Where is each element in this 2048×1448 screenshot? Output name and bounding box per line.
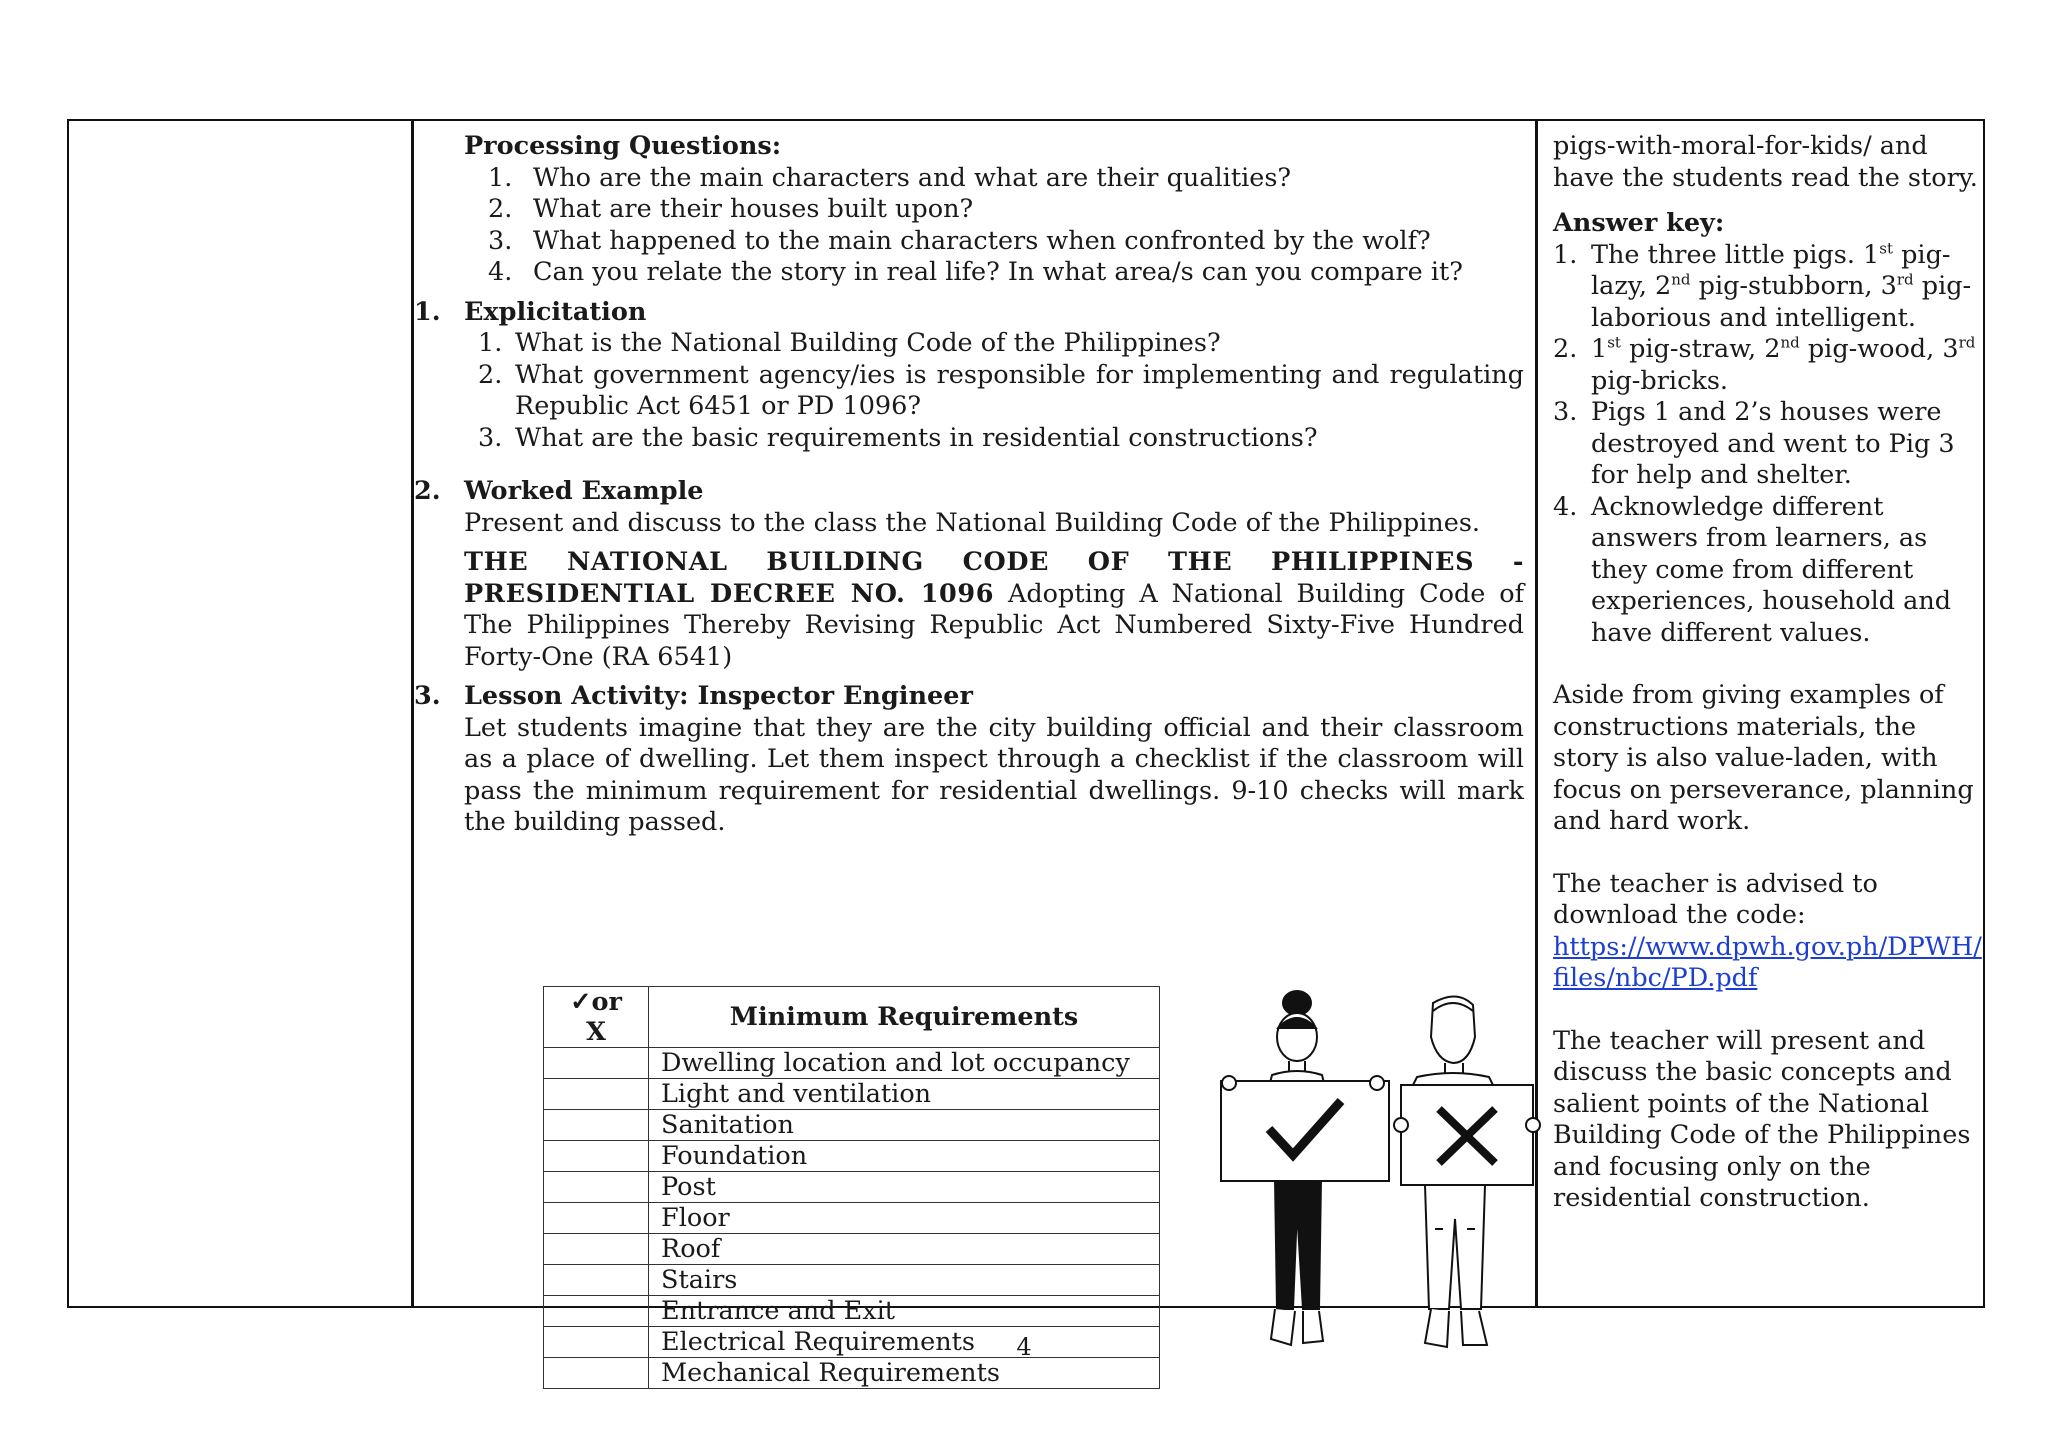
present-paragraph: The teacher will present and discuss the basic concepts and salient points of the National Building Code of the Philippines and focusing only on the residential construction. <box>1553 1025 1971 1213</box>
worked-example-section: 2. Worked Example Present and discuss to the class the National Building Code of the Philippines. THE NATIONAL BUILDING CODE OF THE PHILIPPINES - PRESIDENTIAL DECREE NO. 1096 Adopting A National Building Code of The Philippines Thereby Revising Republic Act Numbered Sixty-Five Hundred Forty-One (RA 6541) <box>414 476 1525 672</box>
check-cell[interactable] <box>544 1234 649 1265</box>
explicitation-item: 1. What is the National Building Code of the Philippines? <box>478 328 1221 358</box>
answer-item: 4. Acknowledge different answers from learners, as they come from different experiences, household and have different values. <box>1553 491 1952 648</box>
table-row: Floor <box>544 1203 1160 1234</box>
check-cell[interactable] <box>544 1110 649 1141</box>
lesson-activity-heading: Lesson Activity: Inspector Engineer <box>464 681 973 711</box>
answer-key-list <box>1553 240 1983 650</box>
check-cell[interactable] <box>544 1141 649 1172</box>
requirements-checklist <box>543 986 1160 1389</box>
procedure-column <box>414 131 1524 839</box>
check-cell[interactable] <box>544 1203 649 1234</box>
processing-question: 4. Can you relate the story in real life? In what area/s can you compare it? <box>488 257 1463 287</box>
table-row: Entrance and Exit <box>544 1296 1160 1327</box>
processing-question: 2. What are their houses built upon? <box>488 194 974 224</box>
check-cell[interactable] <box>544 1296 649 1327</box>
table-row: Dwelling location and lot occupancy <box>544 1048 1160 1079</box>
lesson-plan-table <box>67 119 1985 1388</box>
requirements-column-header: Minimum Requirements <box>649 987 1160 1048</box>
check-and-x-signs-illustration <box>1217 989 1547 1359</box>
worked-example-heading: Worked Example <box>464 476 704 506</box>
lesson-activity-body: Let students imagine that they are the city building official and their classroom as a place of dwelling. Let them inspect through a checklist if the classroom will pass the minimum requirement for residential dwellings. 9-10 checks will mark the building passed. <box>464 712 1524 837</box>
notes-column <box>1553 131 1983 1215</box>
table-row: Sanitation <box>544 1110 1160 1141</box>
answer-item: 1. The three little pigs. 1st pig-lazy, 2nd pig-stubborn, 3rd pig-laborious and intelligent. <box>1553 239 1972 333</box>
lesson-activity-section: 3. Lesson Activity: Inspector Engineer Let students imagine that they are the city building official and their classroom as a place of dwelling. Let them inspect through a checklist if the classroom will pass the minimum requirement for residential dwellings. 9-10 checks will mark the building passed. <box>414 681 1524 837</box>
check-cell[interactable] <box>544 1172 649 1203</box>
check-cell[interactable] <box>544 1079 649 1110</box>
page-number: 4 <box>1016 1333 1032 1361</box>
check-column-header: ✓or X <box>544 987 649 1048</box>
answer-key-heading: Answer key: <box>1553 208 1725 238</box>
check-sign <box>1221 1081 1389 1181</box>
processing-question: 3. What happened to the main characters when confronted by the wolf? <box>488 225 1431 256</box>
table-row: Light and ventilation <box>544 1079 1160 1110</box>
table-row: Post <box>544 1172 1160 1203</box>
explicitation-item: 2. What government agency/ies is responsible for implementing and regulating Republic Act 6451 or PD 1096? <box>478 359 1524 421</box>
explicitation-section: 1. Explicitation 1. What is the National Building Code of the Philippines? 2. What government agency/ies is responsible for implementing and regulating Republic Act 6451 or PD 1096? 3. What are the basic requirements in residential constructions? <box>414 296 1524 453</box>
table-row: Foundation <box>544 1141 1160 1172</box>
check-cell[interactable] <box>544 1358 649 1389</box>
processing-questions-heading: Processing Questions: <box>464 131 782 161</box>
processing-questions <box>464 131 1524 289</box>
decree-paragraph: THE NATIONAL BUILDING CODE OF THE PHILIPPINES - PRESIDENTIAL DECREE NO. 1096 Adopting A National Building Code of The Philippines Thereby Revising Republic Act Numbered Sixty-Five Hundred Forty-One (RA 6541) <box>464 547 1525 672</box>
answer-item: 2. 1st pig-straw, 2nd pig-wood, 3rd pig-bricks. <box>1553 333 1976 396</box>
check-cell[interactable] <box>544 1265 649 1296</box>
explicitation-item: 3. What are the basic requirements in residential constructions? <box>478 422 1318 453</box>
answer-item: 3. Pigs 1 and 2’s houses were destroyed and went to Pig 3 for help and shelter. <box>1553 397 1955 490</box>
table-row: Mechanical Requirements <box>544 1358 1160 1389</box>
table-row: Stairs <box>544 1265 1160 1296</box>
story-intro: pigs-with-moral-for-kids/ and have the students read the story. <box>1553 131 1978 193</box>
download-paragraph: The teacher is advised to download the code: <box>1553 868 1878 930</box>
processing-question: 1. Who are the main characters and what are their qualities? <box>488 162 1292 193</box>
explicitation-heading: Explicitation <box>464 296 647 327</box>
values-paragraph: Aside from giving examples of constructions materials, the story is also value-laden, with focus on perseverance, planning and hard work. <box>1553 680 1974 836</box>
table-row: Roof <box>544 1234 1160 1265</box>
worked-example-intro: Present and discuss to the class the National Building Code of the Philippines. <box>464 507 1481 538</box>
table-row: Electrical Requirements <box>544 1327 1160 1358</box>
check-cell[interactable] <box>544 1048 649 1079</box>
code-download-link[interactable]: https://www.dpwh.gov.ph/DPWH/files/nbc/PD.pdf <box>1553 931 1982 993</box>
